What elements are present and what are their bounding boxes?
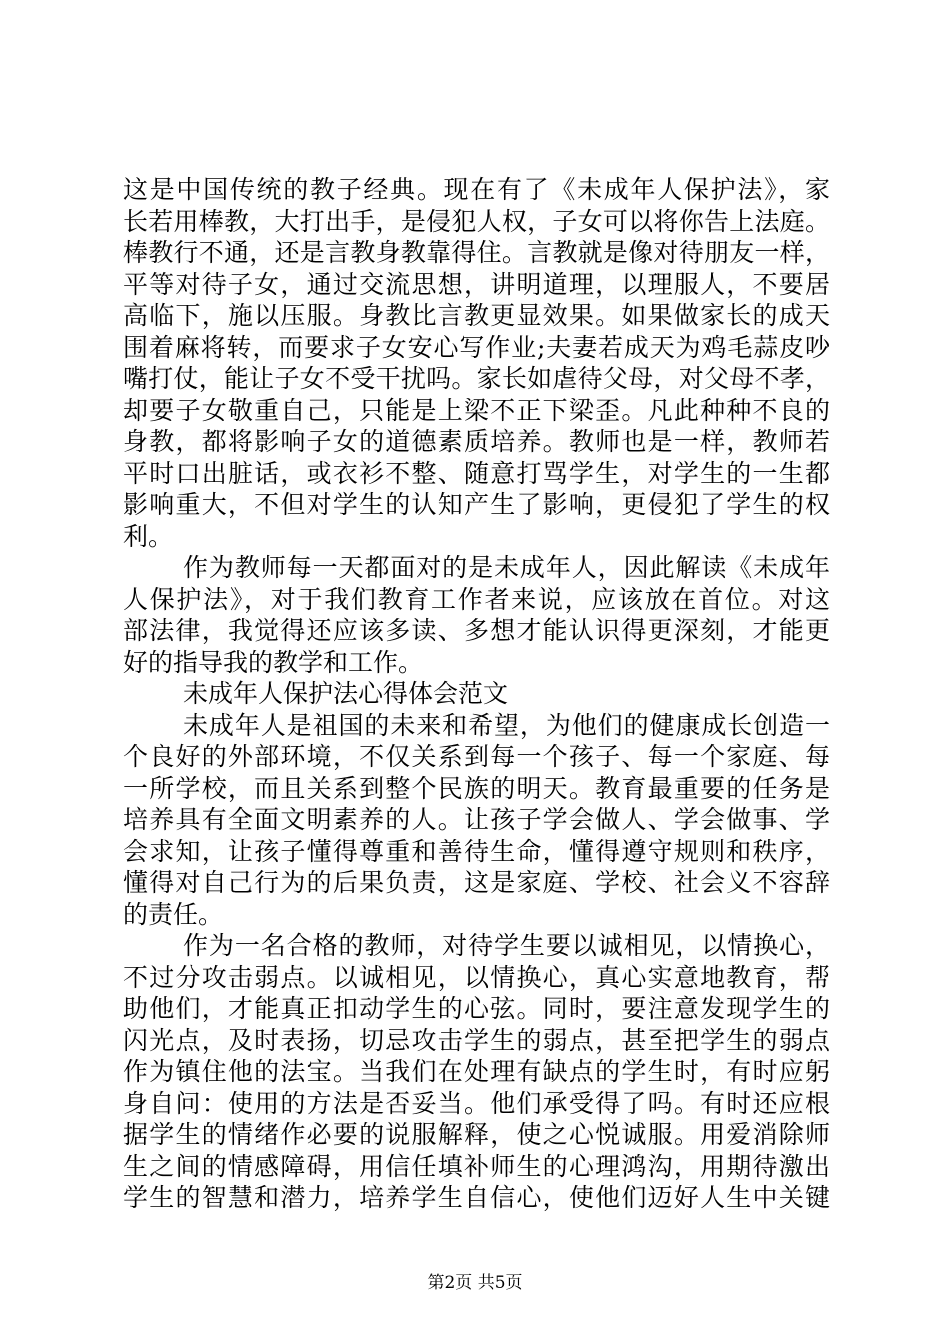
text-line: 作为一名合格的教师，对待学生要以诚相见，以情换心， xyxy=(183,931,830,960)
text-line: 影响重大，不但对学生的认知产生了影响，更侵犯了学生的权 xyxy=(123,490,830,519)
paragraph xyxy=(123,930,830,1214)
text-line: 平时口出脏话，或衣衫不整、随意打骂学生，对学生的一生都 xyxy=(123,458,830,488)
text-line: 嘴打仗，能让子女不受干扰吗。家长如虐待父母，对父母不孝， xyxy=(123,364,830,393)
text-line: 培养具有全面文明素养的人。让孩子学会做人、学会做事、学 xyxy=(123,805,830,834)
text-line: 好的指导我的教学和工作。 xyxy=(123,647,424,677)
text-line: 人保护法》，对于我们教育工作者来说，应该放在首位。对这 xyxy=(123,584,830,614)
text-line: 作为镇住他的法宝。当我们在处理有缺点的学生时，有时应躬 xyxy=(123,1057,830,1086)
text-line: 未成年人是祖国的未来和希望，为他们的健康成长创造一 xyxy=(183,710,830,740)
text-line: 身自问：使用的方法是否妥当。他们承受得了吗。有时还应根 xyxy=(123,1088,830,1118)
text-line: 部法律，我觉得还应该多读、多想才能认识得更深刻，才能更 xyxy=(123,616,830,645)
section-heading: 未成年人保护法心得体会范文 xyxy=(183,679,509,708)
text-line: 长若用棒教，大打出手，是侵犯人权，子女可以将你告上法庭。 xyxy=(123,206,830,236)
text-line: 利。 xyxy=(123,521,174,551)
paragraph xyxy=(123,174,830,552)
page-number: 第2页 共5页 xyxy=(427,1273,523,1293)
text-line: 会求知，让孩子懂得尊重和善待生命，懂得遵守规则和秩序， xyxy=(123,836,830,866)
text-line: 却要子女敬重自己，只能是上梁不正下梁歪。凡此种种不良的 xyxy=(123,395,830,425)
text-line: 学生的智慧和潜力，培养学生自信心，使他们迈好人生中关键 xyxy=(123,1183,830,1212)
text-line: 高临下，施以压服。身教比言教更显效果。如果做家长的成天 xyxy=(123,301,830,330)
text-line: 助他们，才能真正扣动学生的心弦。同时，要注意发现学生的 xyxy=(123,994,830,1023)
document-body xyxy=(123,174,830,1214)
text-line: 这是中国传统的教子经典。现在有了《未成年人保护法》，家 xyxy=(123,175,830,204)
text-line: 身教，都将影响子女的道德素质培养。教师也是一样，教师若 xyxy=(123,427,830,456)
text-line: 闪光点，及时表扬，切忌攻击学生的弱点，甚至把学生的弱点 xyxy=(123,1025,830,1055)
text-line: 生之间的情感障碍，用信任填补师生的心理鸿沟，用期待激出 xyxy=(123,1151,830,1181)
text-line: 据学生的情绪作必要的说服解释，使之心悦诚服。用爱消除师 xyxy=(123,1120,830,1149)
paragraph xyxy=(123,552,830,678)
text-line: 一所学校，而且关系到整个民族的明天。教育最重要的任务是 xyxy=(123,773,830,803)
text-line: 的责任。 xyxy=(123,899,224,929)
text-line: 平等对待子女，通过交流思想，讲明道理，以理服人，不要居 xyxy=(123,269,830,299)
text-line: 不过分攻击弱点。以诚相见，以情换心，真心实意地教育，帮 xyxy=(123,962,830,992)
text-line: 懂得对自己行为的后果负责，这是家庭、学校、社会义不容辞 xyxy=(123,868,830,897)
paragraph xyxy=(123,710,830,931)
text-line: 围着麻将转，而要求子女安心写作业;夫妻若成天为鸡毛蒜皮吵 xyxy=(123,332,830,362)
text-line: 个良好的外部环境，不仅关系到每一个孩子、每一个家庭、每 xyxy=(123,742,830,771)
text-line: 棒教行不通，还是言教身教靠得住。言教就是像对待朋友一样， xyxy=(123,238,830,267)
text-line: 作为教师每一天都面对的是未成年人，因此解读《未成年 xyxy=(183,553,830,582)
